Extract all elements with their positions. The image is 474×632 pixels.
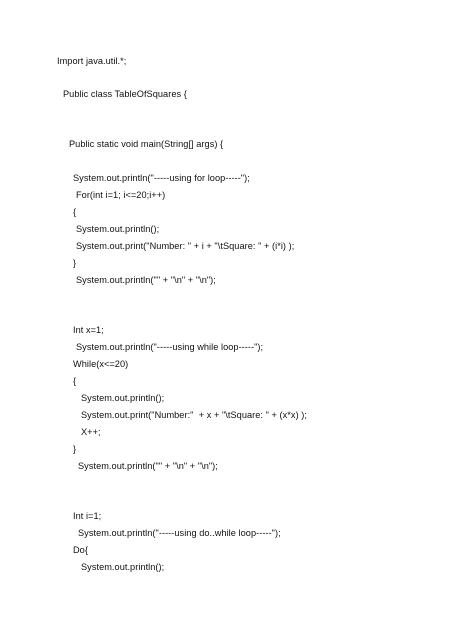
code-line-for-open-brace: { xyxy=(73,207,77,217)
code-line-import: Import java.util.*; xyxy=(57,56,127,66)
code-line-for-header: For(int i=1; i<=20;i++) xyxy=(76,190,166,200)
code-line-while-header: While(x<=20) xyxy=(73,359,129,369)
code-line-for-close-brace: } xyxy=(73,258,77,268)
code-line-x-increment: X++; xyxy=(81,427,101,437)
code-line-class-decl: Public class TableOfSquares { xyxy=(63,89,187,99)
code-line-for-newlines: System.out.println("" + "\n" + "\n"); xyxy=(76,275,216,285)
code-line-println-for: System.out.println("-----using for loop-----"); xyxy=(73,173,250,183)
code-line-for-println: System.out.println(); xyxy=(76,224,160,234)
code-line-println-while: System.out.println("-----using while loop-----"); xyxy=(76,342,264,352)
code-line-while-print: System.out.print("Number:" + x + "\tSquare: " + (x*x) ); xyxy=(81,410,308,420)
code-line-do-println: System.out.println(); xyxy=(81,562,165,572)
code-line-while-open-brace: { xyxy=(73,376,77,386)
code-line-main-decl: Public static void main(String[] args) { xyxy=(69,139,224,149)
code-line-int-x: Int x=1; xyxy=(73,325,104,335)
code-line-do-open: Do{ xyxy=(73,545,88,555)
code-line-while-println: System.out.println(); xyxy=(81,393,165,403)
code-line-println-dowhile: System.out.println("-----using do..while loop-----"); xyxy=(78,528,281,538)
code-line-while-newlines: System.out.println("" + "\n" + "\n"); xyxy=(78,461,218,471)
code-line-for-print: System.out.print("Number: " + i + "\tSquare: " + (i*i) ); xyxy=(76,241,295,251)
code-line-while-close-brace: } xyxy=(73,444,77,454)
code-line-int-i: Int i=1; xyxy=(73,511,102,521)
